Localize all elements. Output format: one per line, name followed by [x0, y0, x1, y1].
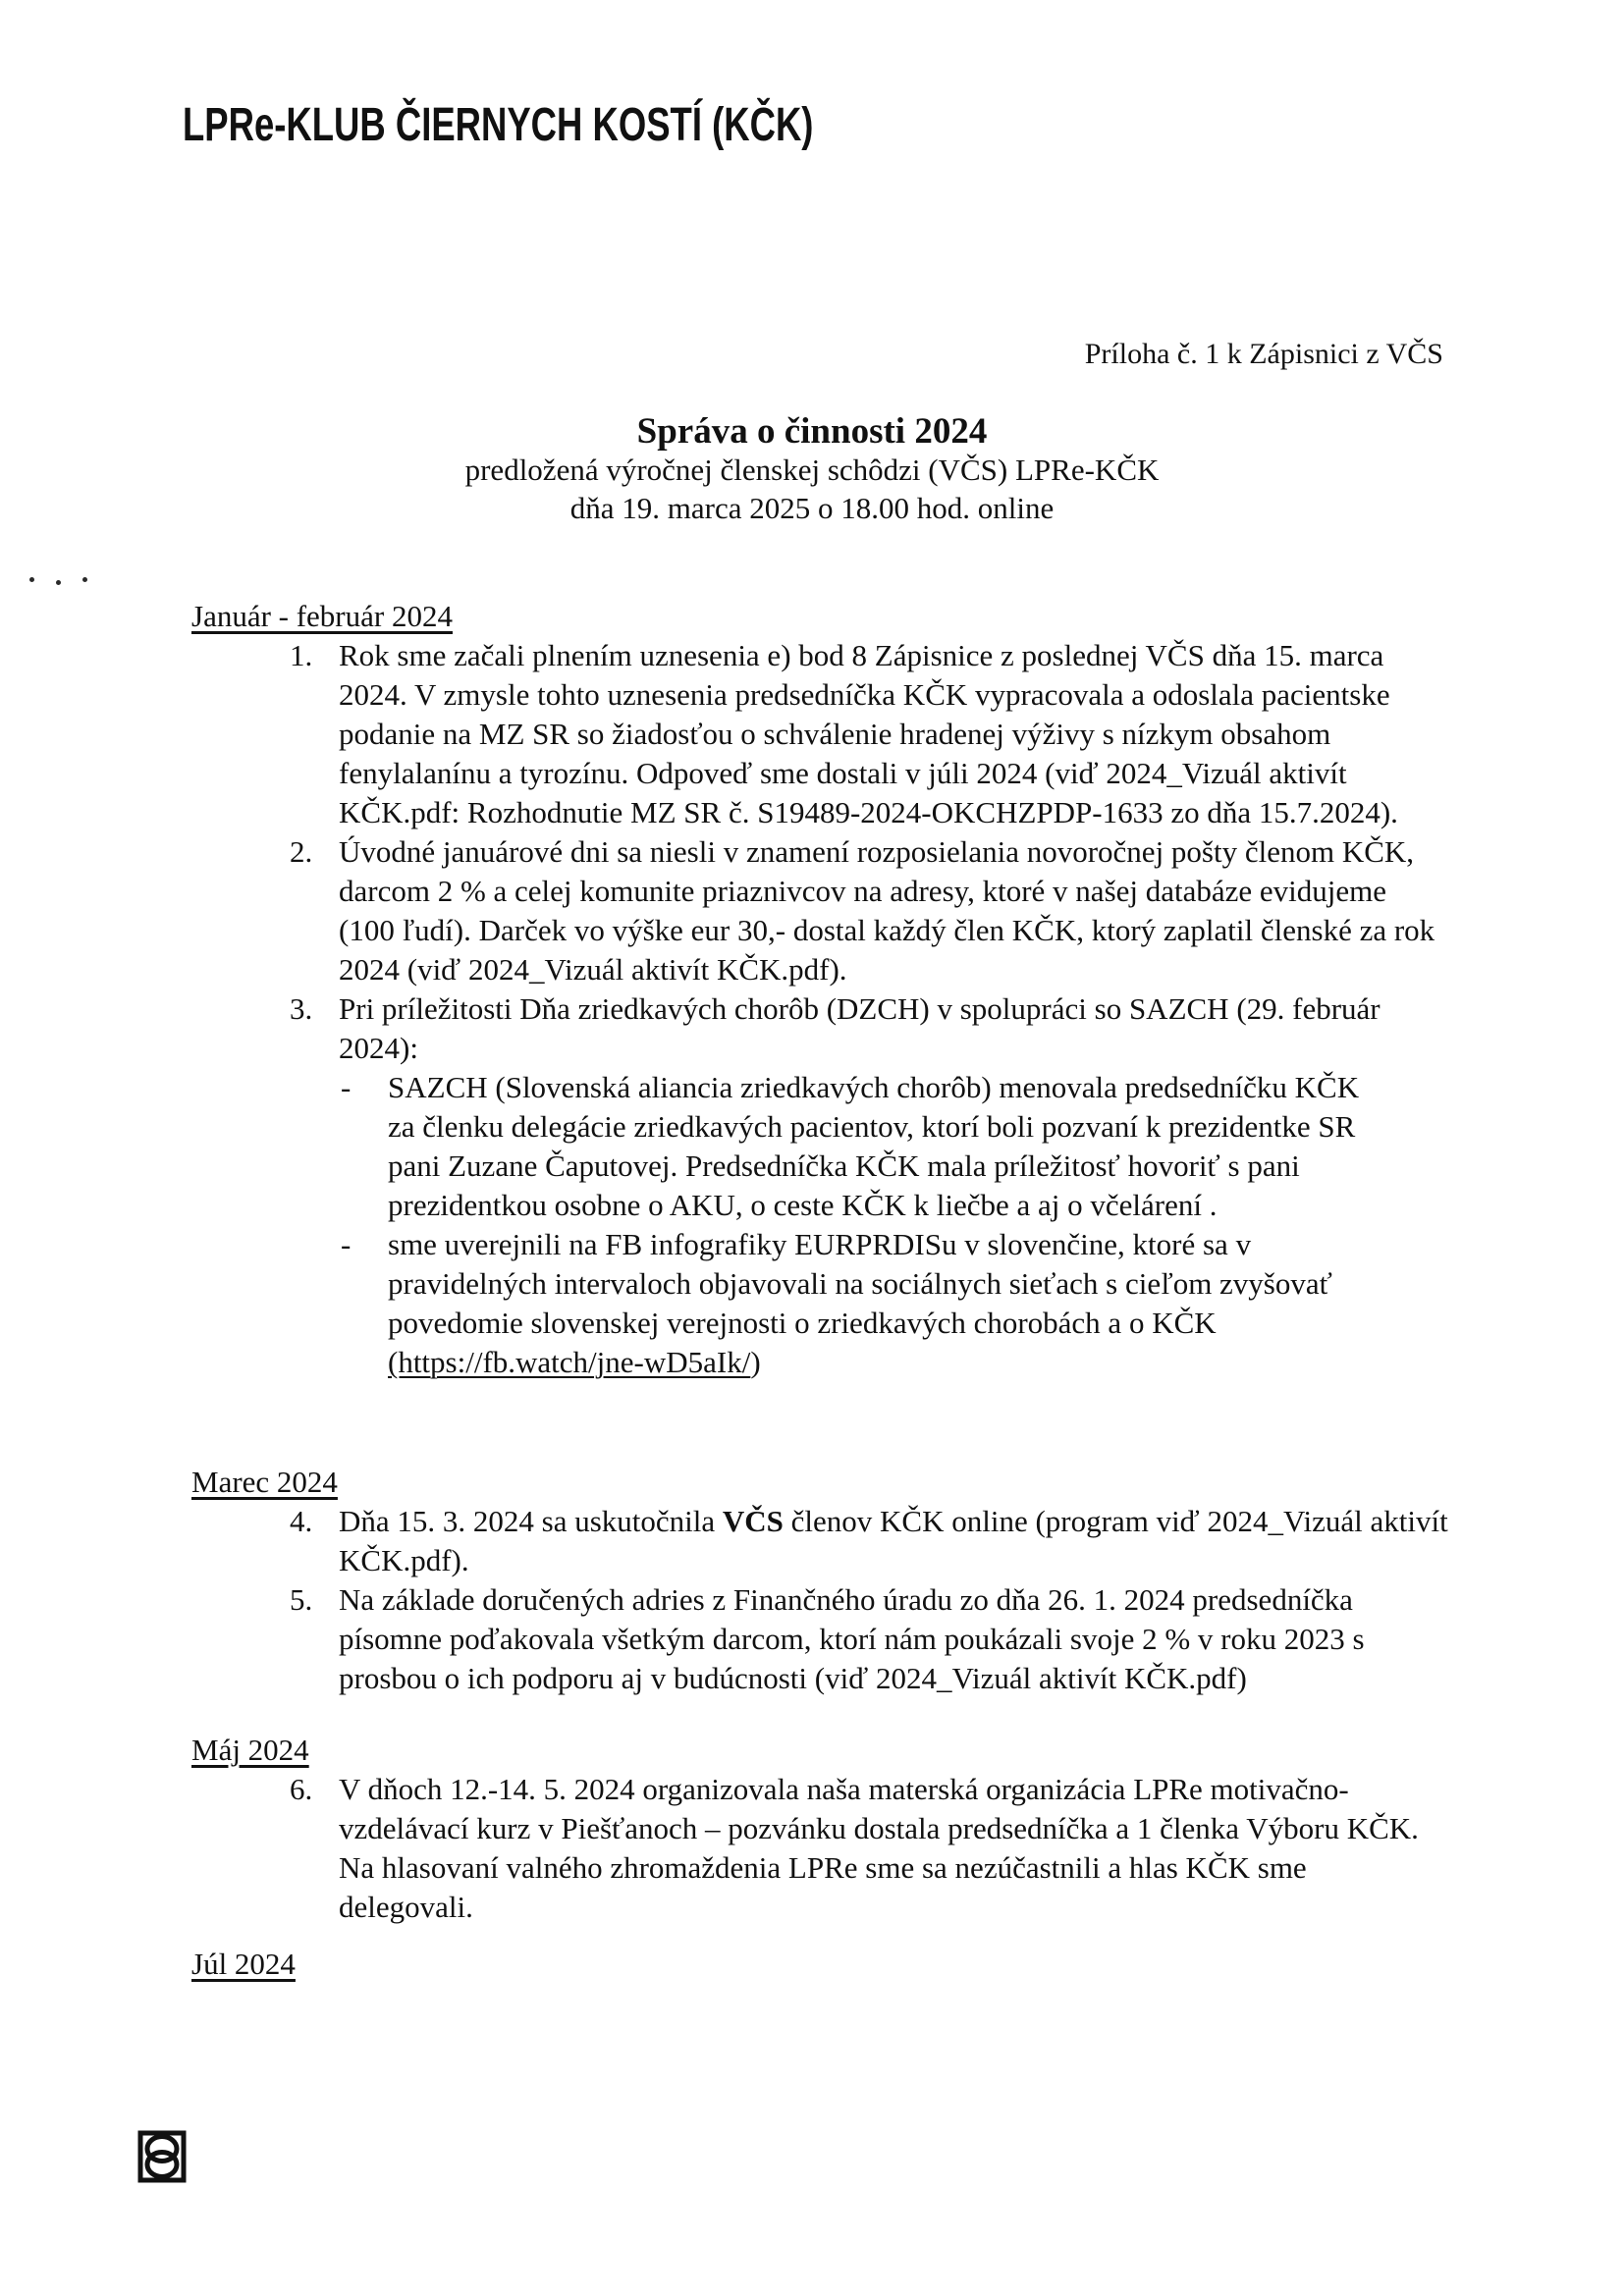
text-run: Rok sme začali plnením uznesenia e) bod 8 Zápisnice z poslednej VČS dňa 15. marca 2024. V zmysle tohto uznesenia predsedníčka KČK vypracovala a odoslala pacientske podanie na MZ SR so žiadosťou o schválenie hradenej výživy s nízkym obsahom fenylalanínu a tyrozínu. Odpoveď sme dostali v júli 2024 (viď 2024_Vizuál aktivít KČK.pdf: Rozhodnutie MZ SR č. S19489-2024-OKCHZPDP-1633 zo dňa 15.7.2024). — [339, 638, 1398, 829]
section — [191, 1945, 1448, 1984]
list-item-number: 3. — [290, 991, 313, 1026]
org-logo-text: LPRe-KLUB ČIERNYCH KOSTÍ (KČK) — [183, 99, 814, 151]
text-run: V dňoch 12.-14. 5. 2024 organizovala naša materská organizácia LPRe motivačno-vzdelávací kurz v Piešťanoch – pozvánku dostala predsedníčka a 1 členka Výboru KČK. Na hlasovaní valného zhromaždenia LPRe sme sa nezúčastnili a hlas KČK sme delegovali. — [339, 1772, 1419, 1924]
section-heading: Júl 2024 — [191, 1947, 296, 1981]
text-run: VČS — [722, 1504, 784, 1538]
list-item-number: 1. — [290, 638, 313, 672]
title-block — [0, 412, 1624, 527]
margin-dot — [82, 577, 87, 582]
knot-square-icon — [137, 2128, 189, 2190]
margin-dot — [56, 580, 61, 585]
fb-watch-link[interactable]: (https://fb.watch/jne-wD5aIk/ — [388, 1345, 751, 1379]
text-run: Na základe doručených adries z Finančného úradu zo dňa 26. 1. 2024 predsedníčka písomne poďakovala všetkým darcom, ktorí nám poukázali svoje 2 % v roku 2023 s prosbou o ich podporu aj v budúcnosti (viď 2024_Vizuál aktivít KČK.pdf) — [339, 1582, 1365, 1695]
section — [191, 1731, 1448, 1927]
sub-list-item-text — [388, 1070, 1359, 1222]
sub-list-item — [191, 1068, 1375, 1225]
document-title: Správa o činnosti 2024 — [636, 411, 988, 452]
section — [191, 1463, 1448, 1698]
list-item-number: 5. — [290, 1582, 313, 1617]
list-item-text — [339, 1504, 1448, 1577]
sub-list-item-text — [388, 1227, 1332, 1379]
text-run: Dňa 15. 3. 2024 sa uskutočnila — [339, 1504, 723, 1538]
sub-list-item — [191, 1225, 1375, 1382]
margin-dot — [29, 577, 34, 582]
text-run: ) — [750, 1345, 761, 1379]
attachment-note: Príloha č. 1 k Zápisnici z VČS — [1084, 338, 1443, 370]
list-item-text — [339, 1772, 1419, 1924]
list-item — [191, 1502, 1448, 1580]
sub-list-item-marker: - — [341, 1070, 352, 1104]
section-heading: Január - február 2024 — [191, 599, 453, 633]
section-heading: Máj 2024 — [191, 1733, 309, 1767]
list-item-text — [339, 638, 1398, 829]
list-item — [191, 989, 1448, 1068]
section-heading: Marec 2024 — [191, 1465, 338, 1499]
text-run: Úvodné januárové dni sa niesli v znamení rozposielania novoročnej pošty členom KČK, darcom 2 % a celej komunite priaznivcov na adresy, ktoré v našej databáze evidujeme (100 ľudí). Darček vo výške eur 30,- dostal každý člen KČK, ktorý zaplatil členské za rok 2024 (viď 2024_Vizuál aktivít KČK.pdf). — [339, 834, 1435, 987]
list-item — [191, 1580, 1448, 1698]
text-run: členov KČK online (program viď 2024_Vizuál aktivít KČK.pdf). — [339, 1504, 1448, 1577]
list-item-number: 2. — [290, 834, 313, 869]
list-item — [191, 636, 1448, 832]
document-subtitle-1: predložená výročnej členskej schôdzi (VČS) LPRe-KČK — [464, 453, 1160, 487]
section — [191, 597, 1448, 1382]
list-item-text — [339, 1582, 1365, 1695]
text-run: sme uverejnili na FB infografiky EURPRDISu v slovenčine, ktoré sa v pravidelných intervaloch objavovali na sociálnych sieťach s cieľom zvyšovať povedomie slovenskej verejnosti o zriedkavých chorobách a o KČK — [388, 1227, 1332, 1340]
document-content — [191, 597, 1448, 1984]
list-item-number: 6. — [290, 1772, 313, 1806]
list-item-text — [339, 991, 1380, 1065]
document-subtitle-2: dňa 19. marca 2025 o 18.00 hod. online — [569, 491, 1055, 525]
list-item-number: 4. — [290, 1504, 313, 1538]
text-run: SAZCH (Slovenská aliancia zriedkavých chorôb) menovala predsedníčku KČK za členku delegácie zriedkavých pacientov, ktorí boli pozvaní k prezidentke SR pani Zuzane Čaputovej. Predsedníčka KČK mala príležitosť hovoriť s pani prezidentkou osobne o AKU, o ceste KČK k liečbe a aj o včelárení . — [388, 1070, 1360, 1222]
text-run: Pri príležitosti Dňa zriedkavých chorôb (DZCH) v spolupráci so SAZCH (29. február 2024): — [339, 991, 1380, 1065]
list-item — [191, 832, 1448, 989]
list-item — [191, 1770, 1448, 1927]
list-item-text — [339, 834, 1435, 987]
sub-list-item-marker: - — [341, 1227, 352, 1261]
